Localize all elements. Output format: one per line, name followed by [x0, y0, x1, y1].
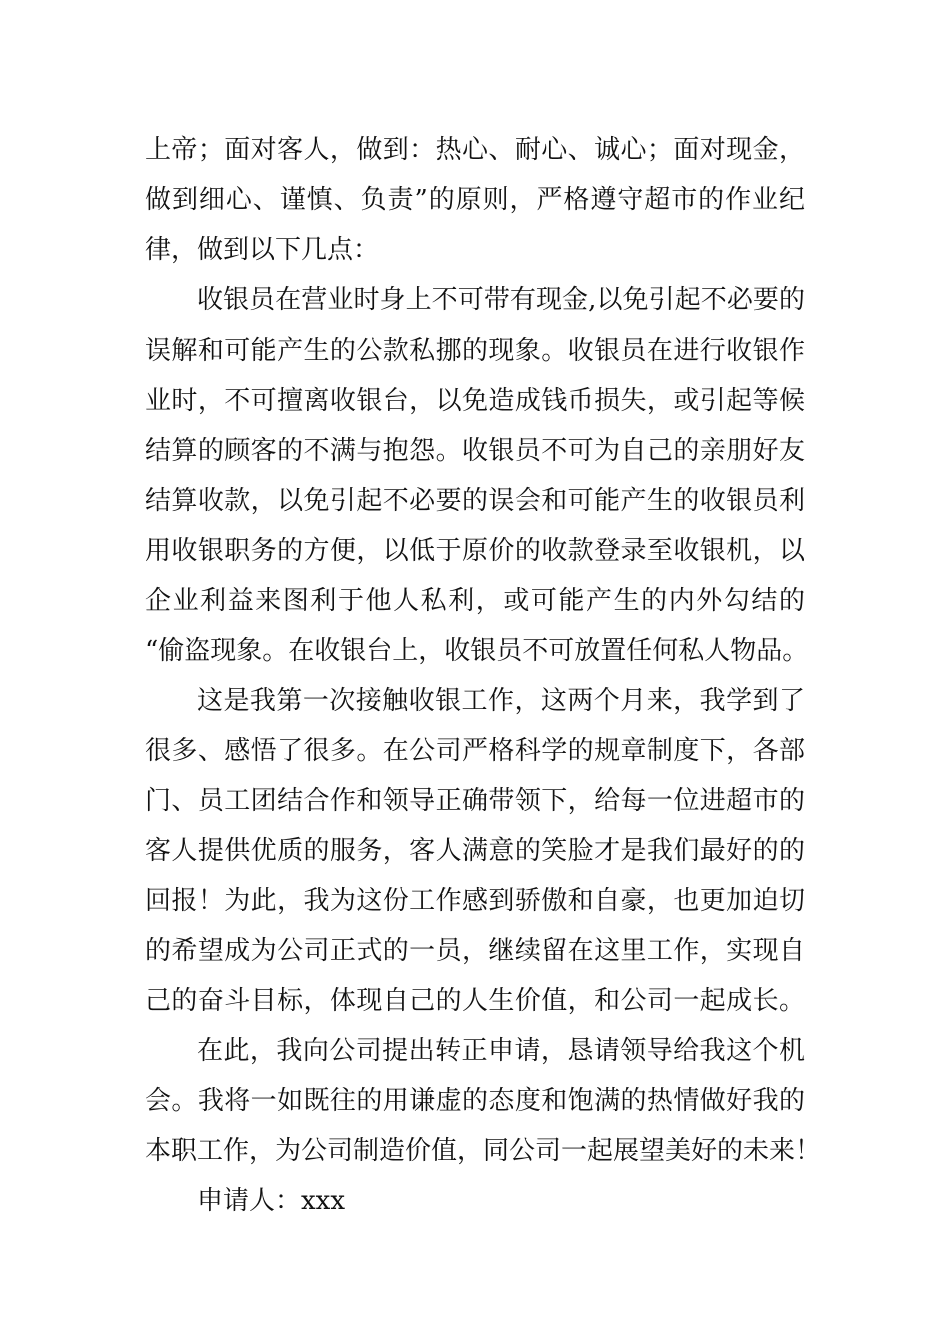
text-line: 结算收款，以免引起不必要的误会和可能产生的收银员利 [145, 486, 805, 516]
text-line: 结算的顾客的不满与抱怨。收银员不可为自己的亲朋好友 [145, 436, 805, 466]
text-line: 用收银职务的方便，以低于原价的收款登录至收银机，以 [145, 536, 805, 566]
applicant-signature: 申请人：xxx [197, 1186, 345, 1216]
text-line: 客人提供优质的服务，客人满意的笑脸才是我们最好的的 [145, 836, 805, 866]
text-line: 误解和可能产生的公款私挪的现象。收银员在进行收银作 [145, 336, 805, 366]
text-line: 的希望成为公司正式的一员，继续留在这里工作，实现自 [145, 936, 805, 966]
text-line: “偷盗现象。在收银台上，收银员不可放置任何私人物品。 [145, 636, 809, 666]
text-line: 业时，不可擅离收银台，以免造成钱币损失，或引起等候 [145, 386, 805, 416]
text-line: 做到细心、谨慎、负责”的原则，严格遵守超市的作业纪 [145, 185, 805, 215]
text-line: 己的奋斗目标，体现自己的人生价值，和公司一起成长。 [145, 986, 805, 1016]
text-line: 门、员工团结合作和领导正确带领下，给每一位进超市的 [145, 786, 805, 816]
text-line: 本职工作，为公司制造价值，同公司一起展望美好的未来！ [145, 1136, 822, 1166]
text-line: 会。我将一如既往的用谦虚的态度和饱满的热情做好我的 [145, 1086, 805, 1116]
text-line: 企业利益来图利于他人私利，或可能产生的内外勾结的 [145, 586, 805, 616]
paragraph-first-line: 这是我第一次接触收银工作，这两个月来，我学到了 [197, 686, 805, 716]
paragraph-first-line: 在此，我向公司提出转正申请，恳请领导给我这个机 [197, 1036, 805, 1066]
text-line: 上帝；面对客人，做到：热心、耐心、诚心；面对现金， [145, 135, 805, 165]
text-line: 律，做到以下几点： [145, 235, 380, 265]
text-line: 很多、感悟了很多。在公司严格科学的规章制度下，各部 [145, 736, 805, 766]
paragraph-first-line: 收银员在营业时身上不可带有现金,以免引起不必要的 [197, 285, 805, 315]
text-line: 回报！为此，我为这份工作感到骄傲和自豪，也更加迫切 [145, 886, 805, 916]
